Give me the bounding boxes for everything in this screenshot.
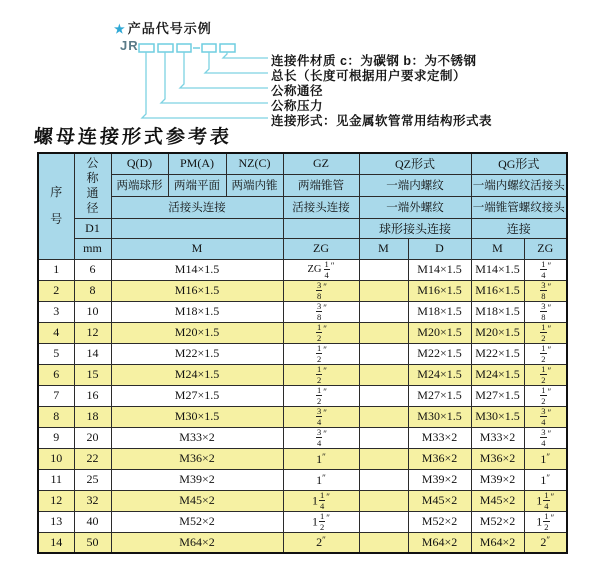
cell-qg-zg: $\frac{1}{2}$ ″ [524, 322, 567, 343]
cell-seq: 14 [38, 532, 74, 553]
cell-qz-d: M39×2 [408, 469, 471, 490]
header-pm-code: PM(A) [168, 153, 226, 174]
header-mm: mm [74, 238, 111, 259]
cell-qz-m [359, 406, 408, 427]
header-pm-ends: 两端平面 [168, 174, 226, 196]
cell-qz-m [359, 427, 408, 448]
cell-zg: $\frac{3}{8}$ ″ [283, 280, 359, 301]
cell-qg-zg: 1 $\frac{1}{2}$ ″ [524, 511, 567, 532]
cell-qg-zg: $\frac{1}{2}$ ″ [524, 385, 567, 406]
table-row [38, 343, 567, 364]
header-gz-ends: 两端锥管 [283, 174, 359, 196]
cell-qz-d: M36×2 [408, 448, 471, 469]
code-label-material: 连接件材质 c：为碳钢 b：为不锈钢 [271, 54, 477, 68]
cell-qg-m: M45×2 [471, 490, 524, 511]
cell-zg: 1″ [283, 448, 359, 469]
cell-qg-m: M14×1.5 [471, 259, 524, 280]
product-code-prefix: JR [120, 38, 139, 53]
cell-qg-m: M52×2 [471, 511, 524, 532]
cell-seq: 2 [38, 280, 74, 301]
header-qg-sub-zg: ZG [524, 238, 567, 259]
nut-connection-table [37, 152, 568, 554]
table-row [38, 385, 567, 406]
cell-seq: 6 [38, 364, 74, 385]
cell-dn: 50 [74, 532, 111, 553]
header-qg-row2: 一端内螺纹活接头 [471, 174, 567, 196]
header-gz-row3: 活接头连接 [283, 196, 359, 218]
table-row [38, 490, 567, 511]
cell-qz-m [359, 280, 408, 301]
cell-qg-m: M24×1.5 [471, 364, 524, 385]
header-qg-row4: 连接 [471, 218, 567, 238]
cell-qz-m [359, 385, 408, 406]
cell-zg: $\frac{1}{2}$ ″ [283, 322, 359, 343]
cell-qz-m [359, 343, 408, 364]
cell-qg-zg: $\frac{3}{4}$ ″ [524, 427, 567, 448]
header-seq: 序号 [38, 153, 74, 259]
cell-qz-m [359, 364, 408, 385]
cell-qz-m [359, 511, 408, 532]
cell-seq: 3 [38, 301, 74, 322]
cell-m: M16×1.5 [111, 280, 283, 301]
cell-seq: 9 [38, 427, 74, 448]
header-qz-sub-d: D [408, 238, 471, 259]
cell-zg: 2″ [283, 532, 359, 553]
cell-qz-m [359, 490, 408, 511]
table-row [38, 322, 567, 343]
header-qz-sub-m: M [359, 238, 408, 259]
table-row [38, 364, 567, 385]
cell-dn: 18 [74, 406, 111, 427]
cell-qg-zg: $\frac{3}{4}$ ″ [524, 406, 567, 427]
cell-m: M27×1.5 [111, 385, 283, 406]
cell-m: M52×2 [111, 511, 283, 532]
cell-zg: ZG $\frac{1}{4}$ ″ [283, 259, 359, 280]
header-blank-qpn [111, 218, 283, 238]
table-row [38, 259, 567, 280]
cell-zg: $\frac{3}{8}$ ″ [283, 301, 359, 322]
cell-m: M24×1.5 [111, 364, 283, 385]
header-q-ends: 两端球形 [111, 174, 168, 196]
cell-qg-m: M30×1.5 [471, 406, 524, 427]
cell-m: M39×2 [111, 469, 283, 490]
header-qz-row4: 球形接头连接 [359, 218, 471, 238]
code-label-pressure: 公称压力 [271, 99, 324, 113]
cell-qz-d: M24×1.5 [408, 364, 471, 385]
cell-qg-zg: 1″ [524, 448, 567, 469]
cell-m: M20×1.5 [111, 322, 283, 343]
cell-qz-d: M52×2 [408, 511, 471, 532]
cell-m: M30×1.5 [111, 406, 283, 427]
table-header [38, 153, 567, 259]
header-qg-row3: 一端锥管螺纹接头 [471, 196, 567, 218]
cell-dn: 22 [74, 448, 111, 469]
cell-dn: 32 [74, 490, 111, 511]
code-box-4 [202, 44, 216, 52]
cell-dn: 10 [74, 301, 111, 322]
cell-qg-zg: $\frac{3}{8}$ ″ [524, 280, 567, 301]
table-row [38, 301, 567, 322]
cell-qz-d: M27×1.5 [408, 385, 471, 406]
cell-dn: 25 [74, 469, 111, 490]
cell-dn: 40 [74, 511, 111, 532]
cell-qz-d: M30×1.5 [408, 406, 471, 427]
cell-qg-zg: 1 $\frac{1}{4}$ ″ [524, 490, 567, 511]
header-gz-code: GZ [283, 153, 359, 174]
cell-qg-zg: $\frac{3}{8}$ ″ [524, 301, 567, 322]
cell-qz-d: M18×1.5 [408, 301, 471, 322]
header-qz-row3: 一端外螺纹 [359, 196, 471, 218]
header-dn: 公称通径 [74, 153, 111, 218]
cell-qg-m: M20×1.5 [471, 322, 524, 343]
cell-qz-d: M33×2 [408, 427, 471, 448]
cell-qz-d: M45×2 [408, 490, 471, 511]
cell-zg: $\frac{3}{4}$ ″ [283, 427, 359, 448]
header-qz-title: QZ形式 [359, 153, 471, 174]
table-title: 螺母连接形式参考表 [33, 126, 233, 148]
header-m-span: M [111, 238, 283, 259]
product-code-heading-text: 产品代号示例 [127, 21, 212, 36]
cell-seq: 13 [38, 511, 74, 532]
cell-dn: 12 [74, 322, 111, 343]
connector-line-4 [161, 52, 268, 103]
cell-m: M36×2 [111, 448, 283, 469]
connector-line-2 [205, 52, 268, 73]
cell-qg-zg: 1″ [524, 469, 567, 490]
code-box-1 [139, 44, 154, 52]
cell-zg: 1″ [283, 469, 359, 490]
cell-qg-zg: $\frac{1}{2}$ ″ [524, 343, 567, 364]
connector-line-5 [142, 52, 268, 118]
cell-qg-zg: 2″ [524, 532, 567, 553]
code-box-5 [220, 44, 235, 52]
cell-seq: 4 [38, 322, 74, 343]
cell-qg-m: M36×2 [471, 448, 524, 469]
cell-qz-m [359, 448, 408, 469]
cell-qz-m [359, 301, 408, 322]
cell-zg: 1 $\frac{1}{2}$ ″ [283, 511, 359, 532]
header-qg-title: QG形式 [471, 153, 567, 174]
code-box-2 [158, 44, 173, 52]
cell-zg: $\frac{1}{2}$ ″ [283, 364, 359, 385]
cell-qz-d: M14×1.5 [408, 259, 471, 280]
cell-qg-m: M16×1.5 [471, 280, 524, 301]
cell-qz-m [359, 322, 408, 343]
cell-dn: 6 [74, 259, 111, 280]
cell-qz-m [359, 532, 408, 553]
cell-qg-m: M39×2 [471, 469, 524, 490]
cell-m: M33×2 [111, 427, 283, 448]
code-label-diameter: 公称通径 [271, 84, 324, 98]
connector-line-1 [223, 52, 268, 58]
header-d1: D1 [74, 218, 111, 238]
header-qg-sub-m: M [471, 238, 524, 259]
cell-qz-m [359, 259, 408, 280]
cell-zg: $\frac{1}{2}$ ″ [283, 343, 359, 364]
code-label-connection: 连接形式：见金属软管常用结构形式表 [271, 114, 493, 128]
cell-qg-m: M27×1.5 [471, 385, 524, 406]
table-row [38, 469, 567, 490]
cell-m: M64×2 [111, 532, 283, 553]
cell-qg-m: M64×2 [471, 532, 524, 553]
header-qpn-row3: 活接头连接 [111, 196, 283, 218]
cell-qz-m [359, 469, 408, 490]
table-row [38, 448, 567, 469]
header-blank-gz [283, 218, 359, 238]
cell-dn: 16 [74, 385, 111, 406]
cell-m: M22×1.5 [111, 343, 283, 364]
table-row [38, 511, 567, 532]
cell-qz-d: M22×1.5 [408, 343, 471, 364]
cell-seq: 1 [38, 259, 74, 280]
cell-qg-m: M22×1.5 [471, 343, 524, 364]
cell-zg: $\frac{3}{4}$ ″ [283, 406, 359, 427]
cell-dn: 20 [74, 427, 111, 448]
header-nz-ends: 两端内锥 [226, 174, 283, 196]
cell-m: M45×2 [111, 490, 283, 511]
star-icon: ★ [114, 22, 126, 36]
cell-qz-d: M20×1.5 [408, 322, 471, 343]
cell-m: M14×1.5 [111, 259, 283, 280]
cell-zg: $\frac{1}{2}$ ″ [283, 385, 359, 406]
cell-qg-zg: $\frac{1}{2}$ ″ [524, 364, 567, 385]
table-body [38, 259, 567, 553]
cell-dn: 14 [74, 343, 111, 364]
cell-qg-m: M18×1.5 [471, 301, 524, 322]
cell-zg: 1 $\frac{1}{4}$ ″ [283, 490, 359, 511]
cell-qg-zg: $\frac{1}{4}$ ″ [524, 259, 567, 280]
header-q-code: Q(D) [111, 153, 168, 174]
table-row [38, 532, 567, 553]
cell-dn: 8 [74, 280, 111, 301]
code-box-3 [177, 44, 191, 52]
cell-qz-d: M64×2 [408, 532, 471, 553]
cell-seq: 11 [38, 469, 74, 490]
code-label-length: 总长（长度可根据用户要求定制） [271, 69, 467, 83]
cell-seq: 5 [38, 343, 74, 364]
header-zg-col: ZG [283, 238, 359, 259]
header-qz-row2: 一端内螺纹 [359, 174, 471, 196]
cell-seq: 10 [38, 448, 74, 469]
table-row [38, 280, 567, 301]
cell-seq: 8 [38, 406, 74, 427]
cell-seq: 12 [38, 490, 74, 511]
cell-seq: 7 [38, 385, 74, 406]
table-row [38, 406, 567, 427]
cell-qg-m: M33×2 [471, 427, 524, 448]
table-row [38, 427, 567, 448]
cell-m: M18×1.5 [111, 301, 283, 322]
cell-dn: 15 [74, 364, 111, 385]
header-nz-code: NZ(C) [226, 153, 283, 174]
cell-qz-d: M16×1.5 [408, 280, 471, 301]
